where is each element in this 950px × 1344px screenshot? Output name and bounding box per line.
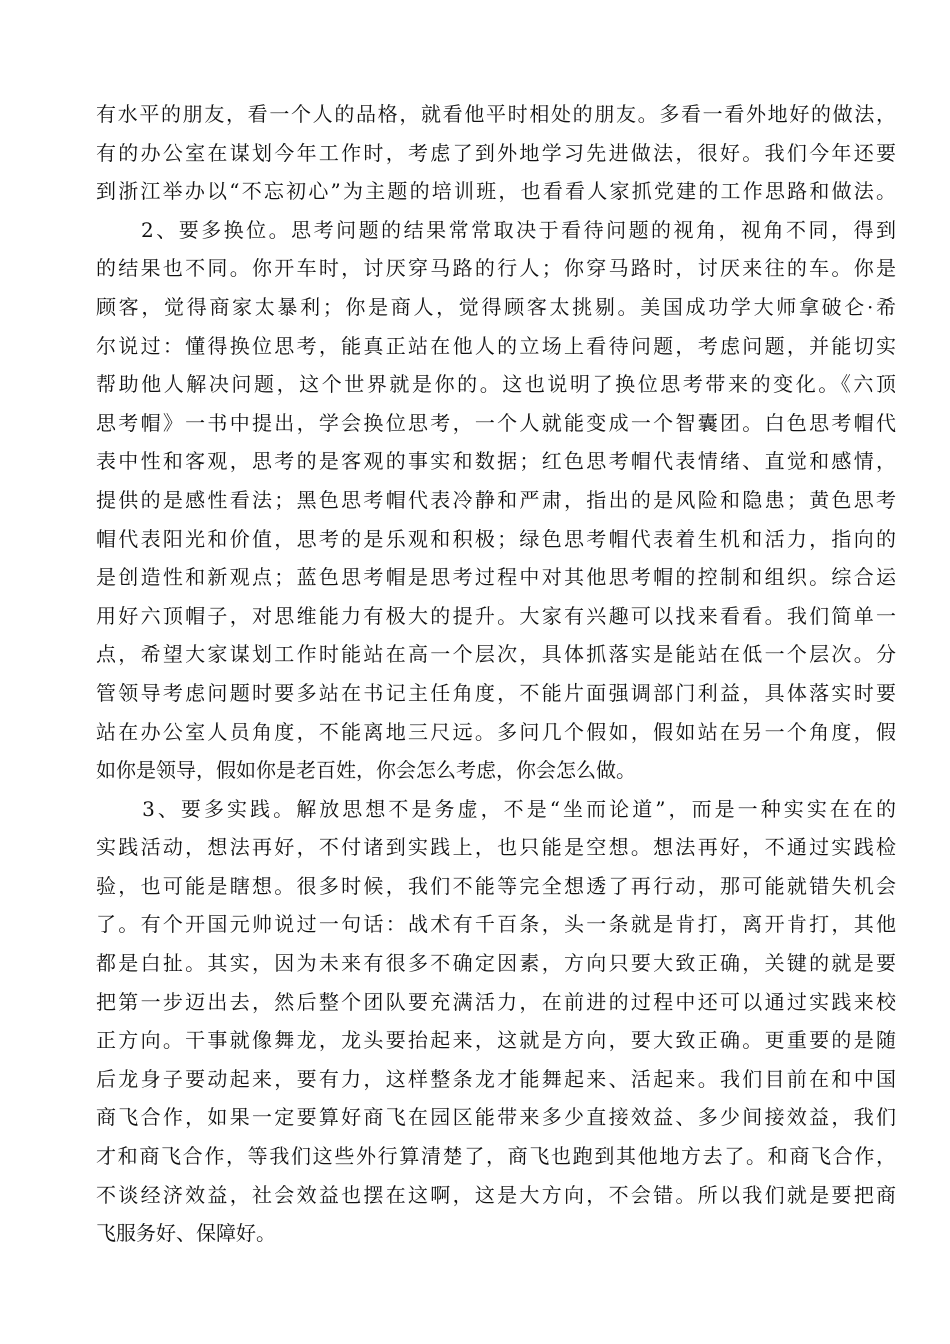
text-line: 商飞合作，如果一定要算好商飞在园区能带来多少直接效益、多少间接效益，我们 xyxy=(96,1105,896,1130)
text-line: 不谈经济效益，社会效益也摆在这啊，这是大方向，不会错。所以我们就是要把商 xyxy=(96,1182,896,1207)
text-line: 3、要多实践。解放思想不是务虚，不是“坐而论道”，而是一种实实在在的 xyxy=(96,796,896,821)
text-line: 管领导考虑问题时要多站在书记主任角度，不能片面强调部门利益，具体落实时要 xyxy=(96,680,896,705)
text-line: 帽代表阳光和价值，思考的是乐观和积极；绿色思考帽代表着生机和活力，指向的 xyxy=(96,526,896,551)
text-line: 的结果也不同。你开车时，讨厌穿马路的行人；你穿马路时，讨厌来往的车。你是 xyxy=(96,256,896,281)
text-line: 到浙江举办以“不忘初心”为主题的培训班，也看看人家抓党建的工作思路和做法。 xyxy=(96,179,896,204)
text-line: 有水平的朋友，看一个人的品格，就看他平时相处的朋友。多看一看外地好的做法， xyxy=(96,102,896,126)
text-line: 用好六顶帽子，对思维能力有极大的提升。大家有兴趣可以找来看看。我们简单一 xyxy=(96,603,896,628)
text-line: 表中性和客观，思考的是客观的事实和数据；红色思考帽代表情绪、直觉和感情， xyxy=(96,449,896,474)
text-line: 验，也可能是瞎想。很多时候，我们不能等完全想透了再行动，那可能就错失机会 xyxy=(96,873,896,898)
text-line: 思考帽》一书中提出，学会换位思考，一个人就能变成一个智囊团。白色思考帽代 xyxy=(96,410,896,435)
document-body xyxy=(96,95,896,1253)
text-line: 有的办公室在谋划今年工作时，考虑了到外地学习先进做法，很好。我们今年还要 xyxy=(96,140,896,165)
text-line: 站在办公室人员角度，不能离地三尺远。多问几个假如，假如站在另一个角度，假 xyxy=(96,719,896,744)
text-line: 尔说过：懂得换位思考，能真正站在他人的立场上看待问题，考虑问题，并能切实 xyxy=(96,333,896,358)
text-line: 帮助他人解决问题，这个世界就是你的。这也说明了换位思考带来的变化。《六顶 xyxy=(96,372,896,397)
text-line: 飞服务好、保障好。 xyxy=(96,1221,276,1246)
text-line: 点，希望大家谋划工作时能站在高一个层次，具体抓落实是能站在低一个层次。分 xyxy=(96,642,896,667)
text-line: 如你是领导，假如你是老百姓，你会怎么考虑，你会怎么做。 xyxy=(96,758,636,783)
text-line: 顾客，觉得商家太暴利；你是商人，觉得顾客太挑剔。美国成功学大师拿破仑·希 xyxy=(96,294,896,319)
text-line: 都是白扯。其实，因为未来有很多不确定因素，方向只要大致正确，关键的就是要 xyxy=(96,951,896,976)
text-line: 才和商飞合作，等我们这些外行算清楚了，商飞也跑到其他地方去了。和商飞合作， xyxy=(96,1144,896,1169)
text-line: 实践活动，想法再好，不付诸到实践上，也只能是空想。想法再好，不通过实践检 xyxy=(96,835,896,860)
text-line: 正方向。干事就像舞龙，龙头要抬起来，这就是方向，要大致正确。更重要的是随 xyxy=(96,1028,896,1053)
text-line: 是创造性和新观点；蓝色思考帽是思考过程中对其他思考帽的控制和组织。综合运 xyxy=(96,565,896,590)
text-line: 后龙身子要动起来，要有力，这样整条龙才能舞起来、活起来。我们目前在和中国 xyxy=(96,1066,896,1091)
text-line: 提供的是感性看法；黑色思考帽代表冷静和严肃，指出的是风险和隐患；黄色思考 xyxy=(96,487,896,512)
text-line: 2、要多换位。思考问题的结果常常取决于看待问题的视角，视角不同，得到 xyxy=(96,217,896,242)
text-line: 把第一步迈出去，然后整个团队要充满活力，在前进的过程中还可以通过实践来校 xyxy=(96,989,896,1014)
text-line: 了。有个开国元帅说过一句话：战术有千百条，头一条就是肯打，离开肯打，其他 xyxy=(96,912,896,937)
